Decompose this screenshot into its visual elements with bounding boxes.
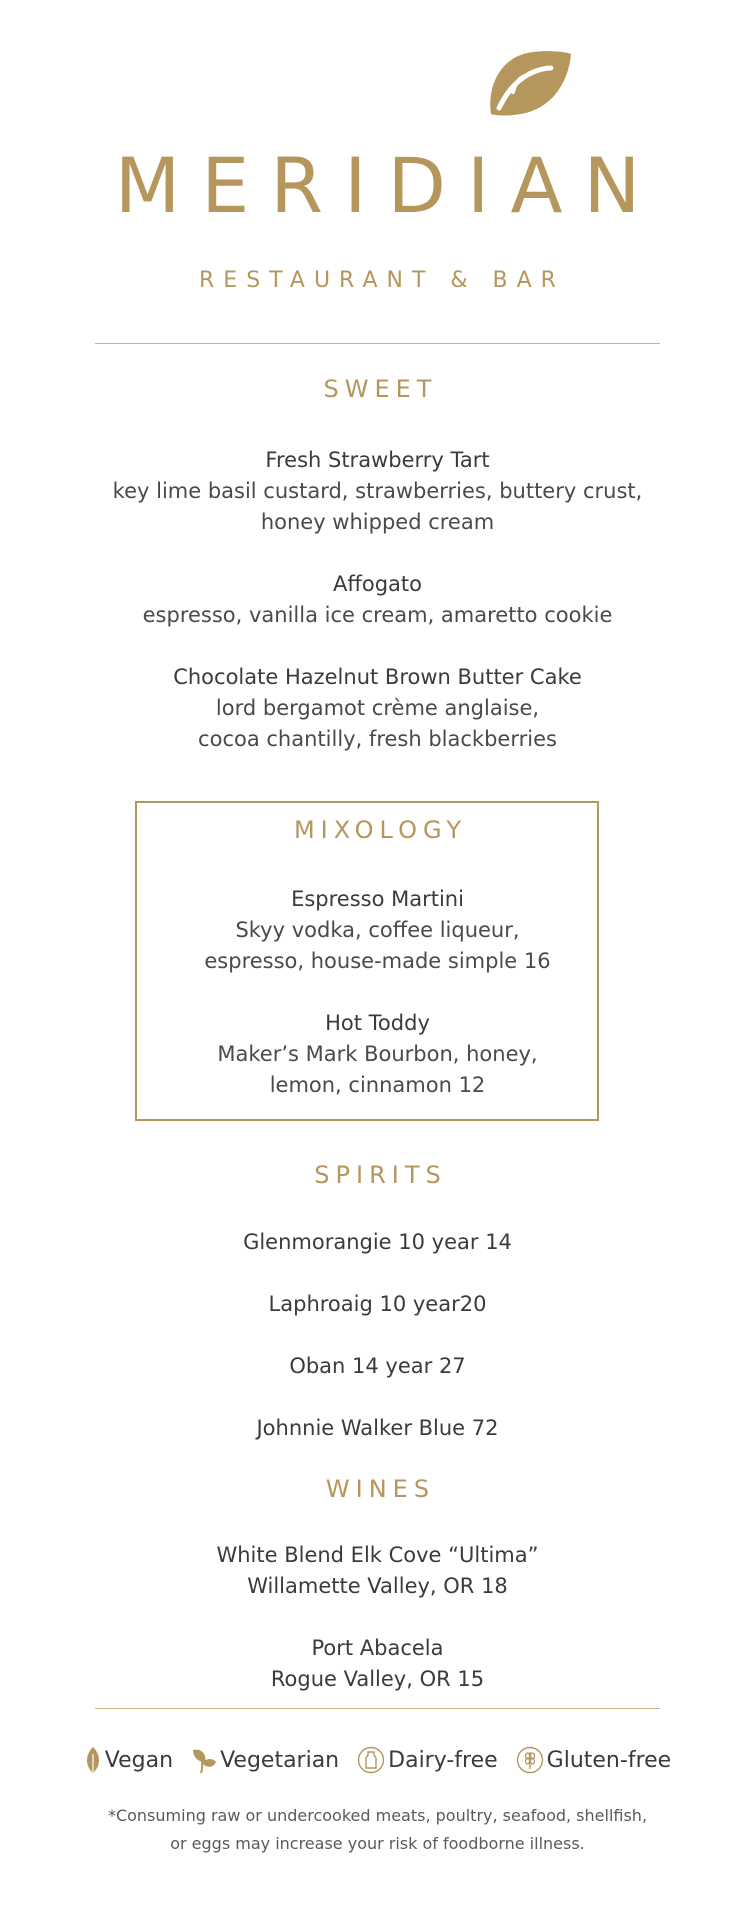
spirit-item: Oban 14 year 27 [289,1354,466,1378]
dairy-free-bottle-icon [357,1746,385,1774]
legend-gluten-free [516,1746,672,1774]
section-title-sweet: SWEET [323,375,438,403]
spirit-item: Johnnie Walker Blue 72 [256,1416,499,1440]
menu-item-name: Hot Toddy [325,1011,430,1035]
menu-item-description: Skyy vodka, coffee liqueur, [235,918,520,942]
legend-vegetarian [191,1746,339,1774]
section-title-wines: WINES [325,1475,436,1503]
legend-label: Dairy-free [388,1747,498,1773]
menu-item-description: espresso, vanilla ice cream, amaretto cookie [142,603,613,627]
divider-bottom [95,1708,660,1709]
menu-item-description: key lime basil custard, strawberries, buttery crust, [112,479,643,503]
menu-item-description: lord bergamot crème anglaise, [215,696,540,720]
gluten-free-wheat-icon [516,1746,544,1774]
menu-item-description: Maker’s Mark Bourbon, honey, [217,1042,538,1066]
wine-item-region: Willamette Valley, OR 18 [247,1574,508,1598]
divider-top [95,343,660,344]
wine-item-region: Rogue Valley, OR 15 [270,1667,485,1691]
legend-label: Vegan [104,1747,174,1773]
brand-tagline: RESTAURANT & BAR [199,268,565,293]
vegetarian-sprout-icon [191,1746,217,1774]
wine-item-name: Port Abacela [311,1636,444,1660]
legend-label: Vegetarian [220,1747,340,1773]
dietary-legend [0,1742,755,1778]
disclaimer-line: *Consuming raw or undercooked meats, poultry, seafood, shellfish, [107,1806,648,1825]
spirit-item: Glenmorangie 10 year 14 [243,1230,512,1254]
menu-item-name: Fresh Strawberry Tart [265,448,490,472]
legend-vegan [84,1746,173,1774]
menu-item-description: honey whipped cream [260,510,495,534]
menu-item-name: Affogato [333,572,422,596]
section-title-spirits: SPIRITS [314,1161,447,1189]
disclaimer-line: or eggs may increase your risk of foodborne illness. [170,1834,585,1853]
wine-item-name: White Blend Elk Cove “Ultima” [216,1543,539,1567]
menu-item-name: Espresso Martini [291,887,464,911]
legend-label: Gluten-free [546,1747,672,1773]
section-title-mixology: MIXOLOGY [293,816,468,844]
menu-item-description: espresso, house-made simple 16 [204,949,551,973]
menu-item-description: lemon, cinnamon 12 [269,1073,486,1097]
vegan-leaf-icon [84,1746,102,1774]
menu-item-name: Chocolate Hazelnut Brown Butter Cake [173,665,582,689]
legend-dairy-free [357,1746,498,1774]
menu-item-description: cocoa chantilly, fresh blackberries [198,727,557,751]
spirit-item: Laphroaig 10 year20 [268,1292,487,1316]
leaf-logo-icon [485,48,573,118]
brand-name: MERIDIAN [114,141,662,230]
